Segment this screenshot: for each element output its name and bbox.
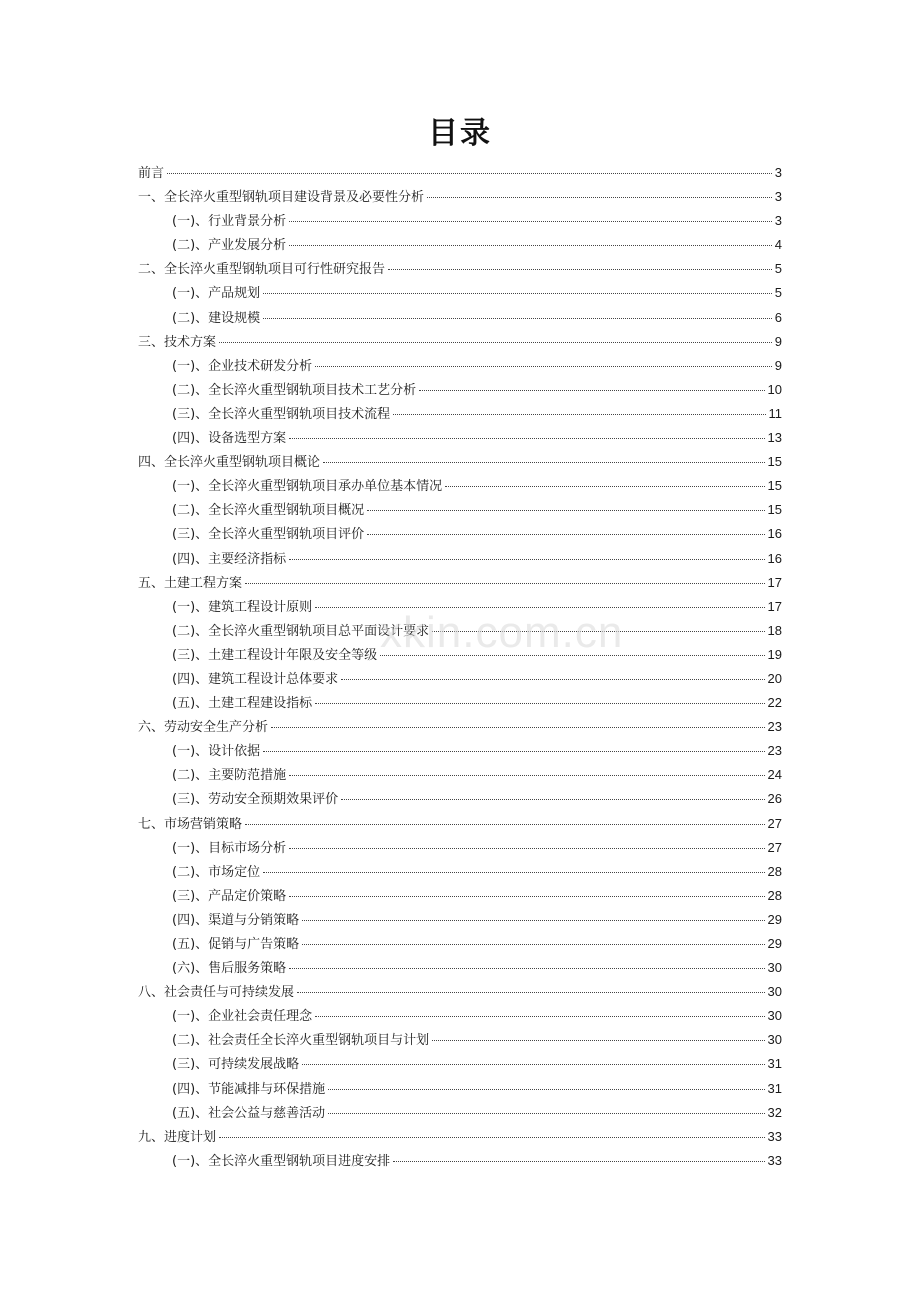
toc-section-entry[interactable] xyxy=(138,522,782,546)
toc-dot-leader xyxy=(419,390,764,391)
toc-section-entry[interactable] xyxy=(138,281,782,305)
toc-page-number: 30 xyxy=(767,1008,782,1024)
toc-entry-title: (二)、产业发展分析 xyxy=(172,238,287,254)
toc-dot-leader xyxy=(393,414,765,415)
toc-dot-leader xyxy=(263,318,772,319)
toc-page-number: 11 xyxy=(768,405,782,421)
toc-dot-leader xyxy=(271,727,765,728)
toc-chapter-entry[interactable] xyxy=(138,715,782,739)
toc-section-entry[interactable] xyxy=(138,836,782,860)
toc-page-number: 33 xyxy=(767,1152,782,1168)
toc-chapter-entry[interactable] xyxy=(138,571,782,595)
toc-page-number: 31 xyxy=(767,1080,782,1096)
toc-section-entry[interactable] xyxy=(138,354,782,378)
toc-page-number: 4 xyxy=(774,237,782,253)
toc-section-entry[interactable] xyxy=(138,1004,782,1028)
toc-page-number: 23 xyxy=(767,719,782,735)
toc-page-number: 28 xyxy=(767,887,782,903)
toc-dot-leader xyxy=(289,896,764,897)
toc-entry-title: (一)、行业背景分析 xyxy=(172,214,287,230)
toc-section-entry[interactable] xyxy=(138,209,782,233)
toc-page-number: 20 xyxy=(767,670,782,686)
toc-section-entry[interactable] xyxy=(138,426,782,450)
toc-dot-leader xyxy=(367,510,764,511)
toc-entry-title: (三)、产品定价策略 xyxy=(172,888,287,904)
toc-entry-title: (三)、土建工程设计年限及安全等级 xyxy=(172,647,378,663)
toc-entry-title: (三)、劳动安全预期效果评价 xyxy=(172,792,339,808)
toc-dot-leader xyxy=(289,438,764,439)
toc-dot-leader xyxy=(302,1064,764,1065)
toc-section-entry[interactable] xyxy=(138,908,782,932)
toc-dot-leader xyxy=(289,968,764,969)
toc-page-number: 27 xyxy=(767,815,782,831)
toc-page-number: 15 xyxy=(767,502,782,518)
toc-dot-leader xyxy=(328,1089,764,1090)
toc-page-number: 5 xyxy=(774,285,782,301)
toc-entry-title: (六)、售后服务策略 xyxy=(172,961,287,977)
toc-entry-title: 三、技术方案 xyxy=(138,334,217,350)
toc-page-number: 17 xyxy=(767,598,782,614)
toc-page-number: 16 xyxy=(767,550,782,566)
toc-page-number: 29 xyxy=(767,911,782,927)
watermark: xkin.com.cn xyxy=(380,608,624,657)
toc-page-number: 6 xyxy=(774,309,782,325)
toc-entry-title: 八、社会责任与可持续发展 xyxy=(138,985,295,1001)
toc-section-entry[interactable] xyxy=(138,619,782,643)
toc-dot-leader xyxy=(219,342,772,343)
toc-dot-leader xyxy=(245,824,765,825)
toc-entry-title: (二)、全长淬火重型钢轨项目概况 xyxy=(172,503,365,519)
toc-page-number: 3 xyxy=(774,165,782,180)
toc-page-number: 33 xyxy=(767,1128,782,1144)
toc-section-entry[interactable] xyxy=(138,739,782,763)
toc-section-entry[interactable] xyxy=(138,547,782,571)
toc-entry-title: (一)、建筑工程设计原则 xyxy=(172,599,313,615)
toc-dot-leader xyxy=(289,221,772,222)
toc-dot-leader xyxy=(263,751,764,752)
toc-entry-title: (一)、企业技术研发分析 xyxy=(172,358,313,374)
toc-entry-title: (一)、全长淬火重型钢轨项目进度安排 xyxy=(172,1153,391,1169)
toc-chapter-entry[interactable] xyxy=(138,257,782,281)
toc-entry-title: (二)、全长淬火重型钢轨项目总平面设计要求 xyxy=(172,623,430,639)
toc-entry-title: 前言 xyxy=(138,166,165,181)
toc-dot-leader xyxy=(289,848,764,849)
toc-dot-leader xyxy=(388,269,772,270)
toc-entry-title: (四)、建筑工程设计总体要求 xyxy=(172,671,339,687)
toc-page-number: 15 xyxy=(767,478,782,494)
toc-chapter-entry[interactable] xyxy=(138,330,782,354)
toc-page-number: 9 xyxy=(774,333,782,349)
toc-section-entry[interactable] xyxy=(138,378,782,402)
toc-section-entry[interactable] xyxy=(138,643,782,667)
toc-dot-leader xyxy=(341,799,764,800)
toc-entry-title: (五)、促销与广告策略 xyxy=(172,937,300,952)
toc-entry-title: (二)、市场定位 xyxy=(172,864,261,880)
toc-entry-title: (四)、设备选型方案 xyxy=(172,431,287,447)
toc-section-entry[interactable] xyxy=(138,763,782,787)
toc-dot-leader xyxy=(263,872,764,873)
toc-title: 目录 xyxy=(428,116,492,151)
toc-entry-title: 四、全长淬火重型钢轨项目概论 xyxy=(138,455,321,471)
toc-section-entry[interactable] xyxy=(138,932,782,956)
toc-entry-title: (一)、全长淬火重型钢轨项目承办单位基本情况 xyxy=(172,479,443,495)
toc-chapter-entry[interactable] xyxy=(138,185,782,209)
toc-page-number: 9 xyxy=(774,357,782,373)
toc-entry-title: (一)、设计依据 xyxy=(172,744,261,760)
toc-section-entry[interactable] xyxy=(138,474,782,498)
toc-entry-title: (二)、全长淬火重型钢轨项目技术工艺分析 xyxy=(172,382,417,398)
toc-section-entry[interactable] xyxy=(138,233,782,257)
toc-entry-title: (一)、目标市场分析 xyxy=(172,840,287,856)
toc-section-entry[interactable] xyxy=(138,1077,782,1101)
toc-page-number: 30 xyxy=(767,1032,782,1048)
toc-dot-leader xyxy=(315,607,764,608)
toc-entry-title: (四)、渠道与分销策略 xyxy=(172,912,300,928)
toc-page-number: 26 xyxy=(767,791,782,807)
toc-dot-leader xyxy=(323,462,765,463)
toc-entry-title: (二)、建设规模 xyxy=(172,310,261,326)
toc-page-number: 30 xyxy=(767,984,782,1000)
toc-dot-leader xyxy=(341,679,764,680)
toc-dot-leader xyxy=(315,366,772,367)
toc-dot-leader xyxy=(427,197,772,198)
toc-dot-leader xyxy=(289,775,764,776)
toc-chapter-entry[interactable] xyxy=(138,980,782,1004)
toc-page-number: 13 xyxy=(767,430,782,446)
toc-entry-title: 一、全长淬火重型钢轨项目建设背景及必要性分析 xyxy=(138,190,425,206)
toc-dot-leader xyxy=(445,486,764,487)
toc-entry-title: 六、劳动安全生产分析 xyxy=(138,720,269,736)
toc-dot-leader xyxy=(297,992,765,993)
toc-dot-leader xyxy=(167,173,772,174)
toc-page-number: 5 xyxy=(774,261,782,277)
toc-dot-leader xyxy=(315,703,764,704)
toc-dot-leader xyxy=(328,1113,764,1114)
toc-page-number: 27 xyxy=(767,839,782,855)
toc-section-entry[interactable] xyxy=(138,1052,782,1076)
toc-entry-title: (三)、全长淬火重型钢轨项目评价 xyxy=(172,527,365,543)
toc-page-number: 3 xyxy=(774,213,782,229)
toc-entry-title: (二)、主要防范措施 xyxy=(172,768,287,784)
toc-dot-leader xyxy=(245,583,765,584)
toc-entry-title: (二)、社会责任全长淬火重型钢轨项目与计划 xyxy=(172,1033,430,1049)
toc-dot-leader xyxy=(289,245,772,246)
toc-chapter-entry[interactable] xyxy=(138,161,782,185)
toc-section-entry[interactable] xyxy=(138,860,782,884)
toc-page-number: 19 xyxy=(767,646,782,662)
toc-section-entry[interactable] xyxy=(138,787,782,811)
toc-section-entry[interactable] xyxy=(138,956,782,980)
toc-dot-leader xyxy=(432,631,764,632)
toc-entry-title: 二、全长淬火重型钢轨项目可行性研究报告 xyxy=(138,262,386,278)
toc-page-number: 22 xyxy=(767,695,782,711)
toc-page-number: 23 xyxy=(767,743,782,759)
toc-entry-title: (四)、节能减排与环保措施 xyxy=(172,1081,326,1097)
toc-dot-leader xyxy=(393,1161,764,1162)
toc-entry-title: (四)、主要经济指标 xyxy=(172,551,287,567)
toc-entry-title: (一)、产品规划 xyxy=(172,286,261,302)
toc-page-number: 16 xyxy=(767,526,782,542)
toc-chapter-entry[interactable] xyxy=(138,450,782,474)
toc-dot-leader xyxy=(289,559,764,560)
toc-page-number: 24 xyxy=(767,767,782,783)
toc-section-entry[interactable] xyxy=(138,595,782,619)
toc-section-entry[interactable] xyxy=(138,1028,782,1052)
toc-page-number: 15 xyxy=(767,454,782,470)
toc-section-entry[interactable] xyxy=(138,498,782,522)
toc-page-number: 3 xyxy=(774,189,782,205)
toc-dot-leader xyxy=(219,1137,765,1138)
toc-page-number: 28 xyxy=(767,863,782,879)
toc-section-entry[interactable] xyxy=(138,691,782,715)
toc-chapter-entry[interactable] xyxy=(138,1125,782,1149)
toc-section-entry[interactable] xyxy=(138,667,782,691)
toc-dot-leader xyxy=(367,534,764,535)
toc-entry-title: (三)、全长淬火重型钢轨项目技术流程 xyxy=(172,406,391,422)
toc-dot-leader xyxy=(263,293,772,294)
toc-page-number: 31 xyxy=(767,1056,782,1072)
toc-entry-title: 五、土建工程方案 xyxy=(138,575,243,591)
toc-entry-title: 九、进度计划 xyxy=(138,1129,217,1145)
toc-entry-title: (三)、可持续发展战略 xyxy=(172,1057,300,1073)
toc-chapter-entry[interactable] xyxy=(138,812,782,836)
toc-section-entry[interactable] xyxy=(138,402,782,426)
toc-list xyxy=(138,161,782,1173)
toc-page-number: 29 xyxy=(767,936,782,951)
toc-dot-leader xyxy=(302,920,764,921)
toc-dot-leader xyxy=(432,1040,764,1041)
toc-entry-title: (五)、社会公益与慈善活动 xyxy=(172,1105,326,1121)
toc-section-entry[interactable] xyxy=(138,884,782,908)
toc-dot-leader xyxy=(380,655,764,656)
toc-entry-title: 七、市场营销策略 xyxy=(138,816,243,832)
toc-section-entry[interactable] xyxy=(138,306,782,330)
toc-page-number: 17 xyxy=(767,574,782,590)
toc-page-number: 18 xyxy=(767,622,782,638)
toc-page-number: 30 xyxy=(767,960,782,976)
toc-dot-leader xyxy=(315,1016,764,1017)
toc-section-entry[interactable] xyxy=(138,1149,782,1173)
toc-section-entry[interactable] xyxy=(138,1101,782,1125)
toc-page-number: 32 xyxy=(767,1104,782,1120)
toc-dot-leader xyxy=(302,944,764,945)
toc-entry-title: (五)、土建工程建设指标 xyxy=(172,696,313,712)
toc-entry-title: (一)、企业社会责任理念 xyxy=(172,1009,313,1025)
toc-page-number: 10 xyxy=(767,381,782,397)
